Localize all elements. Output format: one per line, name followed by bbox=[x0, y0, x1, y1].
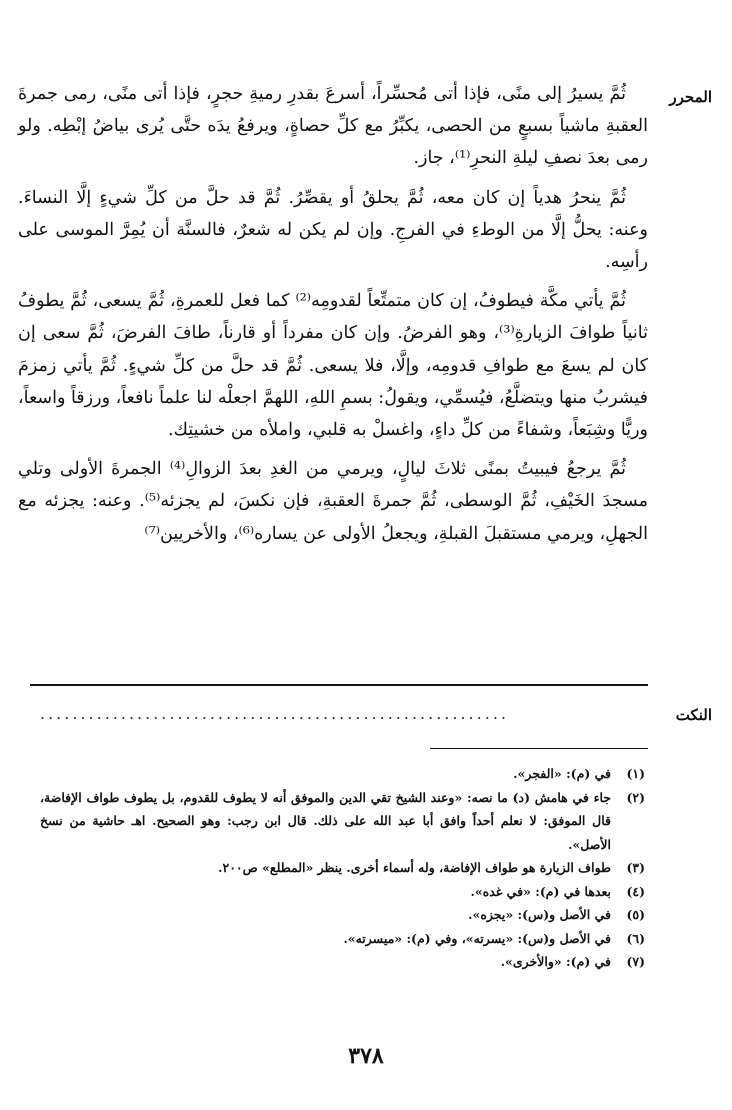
footnote-6 bbox=[40, 927, 645, 951]
main-divider bbox=[30, 684, 648, 686]
footnote-number: (٥) bbox=[626, 907, 645, 922]
section-label-muharrar: المحرر bbox=[669, 88, 712, 106]
footnote-number: (٤) bbox=[626, 883, 645, 899]
main-text bbox=[18, 78, 648, 557]
footnotes bbox=[40, 762, 645, 974]
footnote-text: طواف الزيارة هو طواف الإفاضة، وله أسماء أخرى. ينظر «المطلع» ص٢٠٠. bbox=[218, 860, 611, 875]
footnote-text: في (م): «الفجر». bbox=[513, 766, 611, 781]
footnote-text: في (م): «والأخرى». bbox=[500, 954, 611, 969]
footnote-4 bbox=[40, 880, 645, 904]
footnote-number: (٦) bbox=[626, 930, 645, 946]
footnote-7 bbox=[40, 950, 645, 974]
footnote-text: في الأصل و(س): «يجزه». bbox=[468, 907, 611, 922]
section-label-nukat: النكت bbox=[675, 706, 712, 724]
footnote-text: في الأصل و(س): «يسرته»، وفي (م): «ميسرته». bbox=[343, 930, 611, 946]
footnote-1 bbox=[40, 762, 645, 786]
footnote-text: جاء في هامش (د) ما نصه: «وعند الشيخ تقي الدين والموفق أنه لا يطوف للقدوم، بل يطوف طواف الإفاضة، قال الموفق: لا نعلم أحداً وافق أبا عبد الله على ذلك. قال ابن رجب: وهو الصحيح. اهـ حاشية من نسخ الأصل». bbox=[40, 789, 611, 852]
paragraph-4: ثُمَّ يرجعُ فيبيتُ بمنًى ثلاثَ ليالٍ، ويرمي من الغدِ بعدَ الزوالِ⁽⁴⁾ الجمرةَ الأولى وتلي مسجدَ الخَيْفِ، ثُمَّ الوسطى، ثُمَّ جمرةَ العقبةِ، فإن نكسَ، لم يجزئه⁽⁵⁾. وعنه: يجزئه مع الجهلِ، ويرمي مستقبلَ القبلةِ، ويجعلُ الأولى عن يساره⁽⁶⁾، والأخريين⁽⁷⁾ bbox=[18, 459, 649, 544]
footnote-number: (٣) bbox=[626, 860, 645, 875]
footnote-divider bbox=[430, 748, 648, 749]
footnote-3 bbox=[40, 856, 645, 880]
page-number: ٣٧٨ bbox=[348, 1043, 384, 1069]
footnote-number: (٧) bbox=[626, 954, 645, 969]
paragraph-3: ثُمَّ يأتي مكَّة فيطوفُ، إن كان متمتِّعاً لقدومِه⁽²⁾ كما فعل للعمرةِ، ثُمَّ يسعى، ثُمَّ يطوفُ ثانياً طوافَ الزيارةِ⁽³⁾، وهو الفرضُ. وإن كان مفرداً أو قارناً، طافَ الفرضَ، ثُمَّ سعى إن كان لم يسعَ مع طوافِ قدومِه، وإلَّا، فلا يسعى. ثُمَّ قد حلَّ من كلِّ شيءٍ. ثُمَّ يأتي زمزمَ فيشربُ منها ويتضلَّعُ، فيُسمِّي، ويقولُ: بسمِ اللهِ، اللهمَّ اجعلْه لنا علماً نافعاً، ورزقاً واسعاً، وريًّا وشِبَعاً، وشفاءً من كلِّ داءٍ، واغسلْ به قلبي، واملأه من خشيتِك. bbox=[18, 291, 648, 441]
footnote-5 bbox=[40, 903, 645, 927]
footnote-number: (١) bbox=[626, 766, 645, 781]
footnote-text: بعدها في (م): «في غده». bbox=[470, 883, 611, 899]
footnote-number: (٢) bbox=[626, 789, 645, 805]
paragraph-2: ثُمَّ ينحرُ هدياً إن كان معه، ثُمَّ يحلقُ أو يقصِّرُ. ثُمَّ قد حلَّ من كلِّ شيءٍ إلَّا النساءَ. وعنه: يحلُّ إلَّا من الوطءِ في الفرجِ. وإن لم يكن له شعرٌ، فالسنَّة أن يُمِرَّ الموسى على رأسِه. bbox=[18, 187, 648, 273]
footnote-2 bbox=[40, 786, 645, 857]
paragraph-1: ثُمَّ يسيرُ إلى منًى، فإذا أتى مُحسِّراً، أسرعَ بقدرِ رميةِ حجرٍ، فإذا أتى منًى، رمى جمرةَ العقبةِ ماشياً بسبعٍ من الحصى، يكبِّرُ مع كلِّ حصاةٍ، ويرفعُ يدَه حتَّى يُرى بياضُ إبْطِه. ولو رمى بعدَ نصفِ ليلةِ النحرِ⁽¹⁾، جاز. bbox=[18, 84, 648, 169]
nukat-dotted-line: .......................................................... bbox=[40, 704, 509, 723]
